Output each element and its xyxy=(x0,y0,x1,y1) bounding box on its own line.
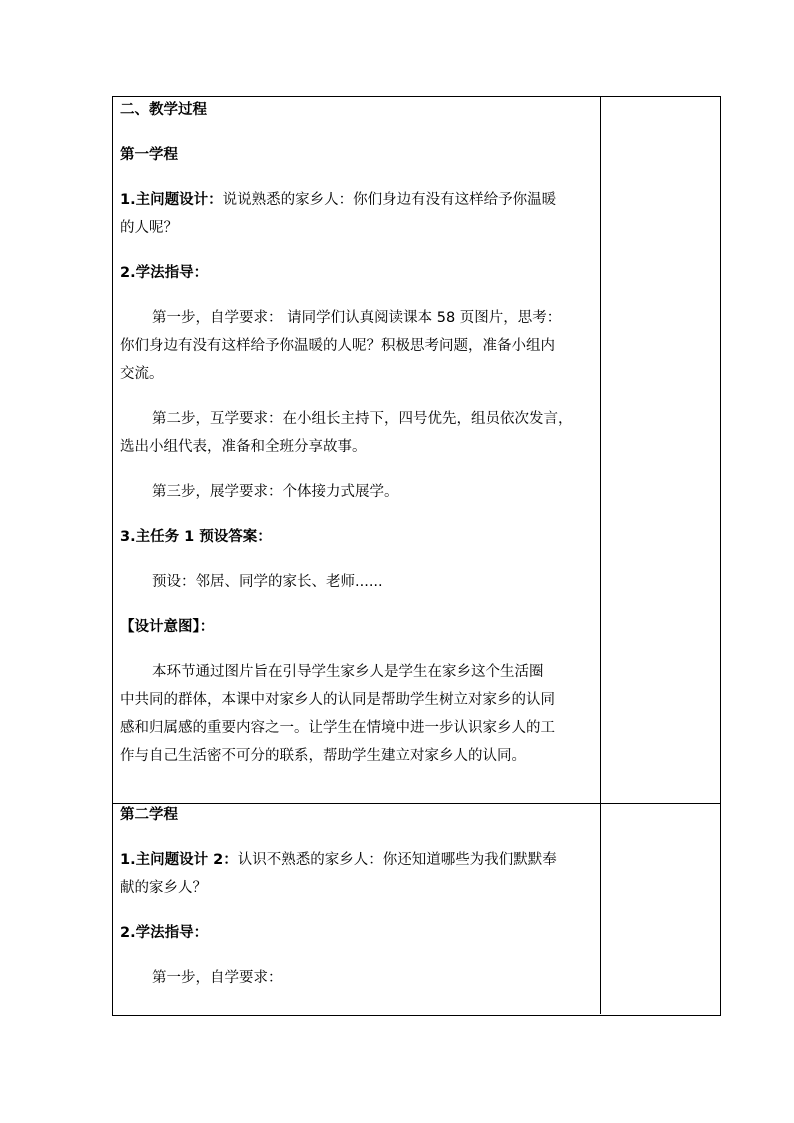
answer-text: 预设：邻居、同学的家长、老师...... xyxy=(152,574,383,590)
question-text: 认识不熟悉的家乡人：你还知道哪些为我们默默奉 xyxy=(237,852,557,868)
question-label: 1.主问题设计： xyxy=(120,192,223,208)
question-line xyxy=(120,850,557,870)
step2-text-cont: 选出小组代表，准备和全班分享故事。 xyxy=(120,439,367,455)
method-label: 2.学法指导： xyxy=(120,925,209,941)
intent-text-end: 作与自己生活密不可分的联系，帮助学生建立对家乡人的认同。 xyxy=(120,748,526,764)
step1-text: 第一步，自学要求： 请同学们认真阅读课本 58 页图片，思考： xyxy=(152,310,562,326)
stage-title: 第二学程 xyxy=(120,807,178,823)
stage-title: 第一学程 xyxy=(120,147,178,163)
table-row xyxy=(113,804,720,1014)
step1-text: 第一步，自学要求： xyxy=(152,970,283,986)
step2-text: 第二步，互学要求：在小组长主持下，四号优先，组员依次发言， xyxy=(152,411,573,427)
question-line xyxy=(120,190,556,210)
table-row xyxy=(113,97,720,804)
intent-text-cont: 中共同的群体，本课中对家乡人的认同是帮助学生树立对家乡的认同 xyxy=(120,692,555,708)
column-divider xyxy=(600,804,601,1014)
step1-text-end: 交流。 xyxy=(120,366,164,382)
answer-label: 3.主任务 1 预设答案： xyxy=(120,529,272,545)
lesson-table xyxy=(112,96,721,1016)
intent-label: 【设计意图】： xyxy=(120,619,215,635)
method-label: 2.学法指导： xyxy=(120,265,209,281)
column-divider xyxy=(600,97,601,803)
intent-text-cont: 感和归属感的重要内容之一。让学生在情境中进一步认识家乡人的工 xyxy=(120,720,555,736)
step3-text: 第三步，展学要求：个体接力式展学。 xyxy=(152,484,399,500)
question-text: 说说熟悉的家乡人：你们身边有没有这样给予你温暖 xyxy=(222,192,557,208)
question-label: 1.主问题设计 2： xyxy=(120,852,238,868)
intent-text: 本环节通过图片旨在引导学生家乡人是学生在家乡这个生活圈 xyxy=(152,664,544,680)
question-text-cont: 的人呢？ xyxy=(120,220,178,236)
step1-text-cont: 你们身边有没有这样给予你温暖的人呢？积极思考问题，准备小组内 xyxy=(120,338,555,354)
question-text-cont: 献的家乡人？ xyxy=(120,880,207,896)
section-title: 二、教学过程 xyxy=(120,102,207,118)
